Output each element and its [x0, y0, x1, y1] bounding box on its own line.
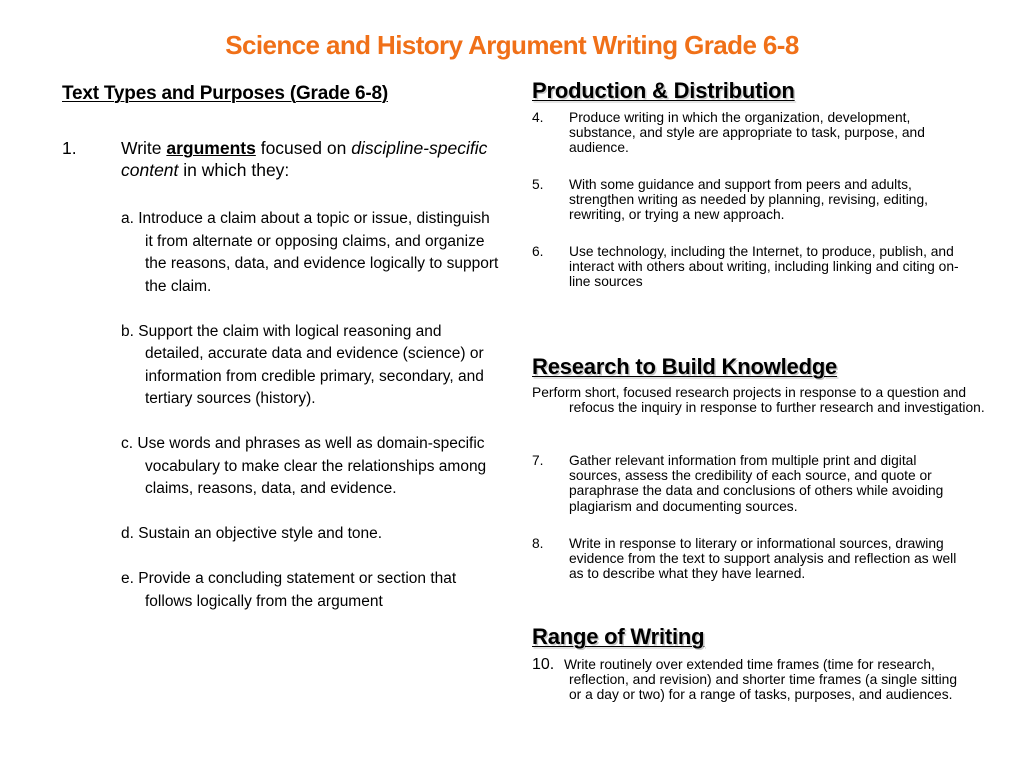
standard-1-keyword: arguments — [166, 138, 256, 158]
sub-item-letter: c. — [121, 435, 134, 452]
standard-8-text: Write in response to literary or informational sources, drawing evidence from the text to support analysis and reflection as well as to describe what they have learned. — [569, 536, 957, 582]
standard-7 — [532, 453, 972, 514]
research-intro: Perform short, focused research projects in response to a question and refocus the inquiry in response to further research and investigation. — [532, 385, 985, 416]
sub-item-letter: b. — [121, 322, 134, 340]
sub-item-letter: a. — [121, 210, 134, 227]
standard-10-number: 10. — [532, 656, 555, 673]
standard-5 — [532, 177, 972, 223]
standard-1-suffix: in which they: — [178, 160, 290, 180]
standard-7-number: 7. — [532, 453, 544, 468]
sub-item-letter: e. — [121, 570, 134, 587]
standard-4-number: 4. — [532, 110, 544, 125]
standard-6-text: Use technology, including the Internet, to produce, publish, and interact with others about writing, including linking and citing on-line sources — [569, 244, 959, 290]
sub-item-text: Provide a concluding statement or section that follows logically from the argument — [138, 570, 457, 610]
standard-1 — [62, 137, 492, 181]
standard-1-middle: focused on — [255, 138, 352, 158]
standard-8-number: 8. — [532, 536, 544, 551]
standard-7-text: Gather relevant information from multiple print and digital sources, assess the credibility of each source, and quote or paraphrase the data and conclusions of others while avoiding plagiarism and documenting sources. — [569, 453, 944, 514]
research-heading: Research to Build Knowledge — [532, 354, 838, 379]
sub-item-d — [121, 523, 501, 546]
sub-item-text: Sustain an objective style and tone. — [138, 525, 383, 542]
standard-1-text — [121, 137, 491, 181]
sub-item-e — [121, 568, 501, 613]
sub-item-text: Use words and phrases as well as domain-specific vocabulary to make clear the relationships among claims, reasons, data, and evidence. — [137, 435, 487, 497]
sub-item-b — [121, 321, 501, 411]
standard-8 — [532, 536, 972, 582]
standard-4-text: Produce writing in which the organization, development, substance, and style are appropriate to task, purpose, and audience. — [569, 110, 925, 156]
sub-item-text: Support the claim with logical reasoning and detailed, accurate data and evidence (science) or information from credible primary, secondary, and tertiary sources (history). — [138, 322, 484, 407]
standard-1-prefix: Write — [121, 138, 167, 158]
range-of-writing-heading: Range of Writing — [532, 624, 705, 649]
standard-5-number: 5. — [532, 177, 544, 192]
standard-1-number: 1. — [62, 138, 77, 158]
text-types-heading: Text Types and Purposes (Grade 6-8) — [62, 83, 388, 104]
sub-item-c — [121, 433, 501, 501]
standard-10 — [532, 657, 972, 703]
standard-6 — [532, 244, 972, 290]
production-distribution-heading: Production & Distribution — [532, 78, 795, 103]
standard-6-number: 6. — [532, 244, 544, 259]
standard-4 — [532, 110, 972, 156]
sub-item-a — [121, 208, 501, 298]
sub-item-text: Introduce a claim about a topic or issue, distinguish it from alternate or opposing claims, and organize the reasons, data, and evidence logically to support the claim. — [138, 210, 499, 295]
sub-item-letter: d. — [121, 525, 134, 542]
standard-1-sub-list — [121, 208, 501, 636]
standard-1-italic: discipline-specific content — [121, 138, 488, 180]
slide-title: Science and History Argument Writing Grade 6-8 — [225, 30, 799, 60]
standard-5-text: With some guidance and support from peers and adults, strengthen writing as needed by planning, revising, editing, rewriting, or trying a new approach. — [569, 177, 928, 223]
standard-10-text: Write routinely over extended time frames (time for research, reflection, and revision) and shorter time frames (a single sitting or a day or two) for a range of tasks, purposes, and audiences. — [564, 657, 958, 703]
